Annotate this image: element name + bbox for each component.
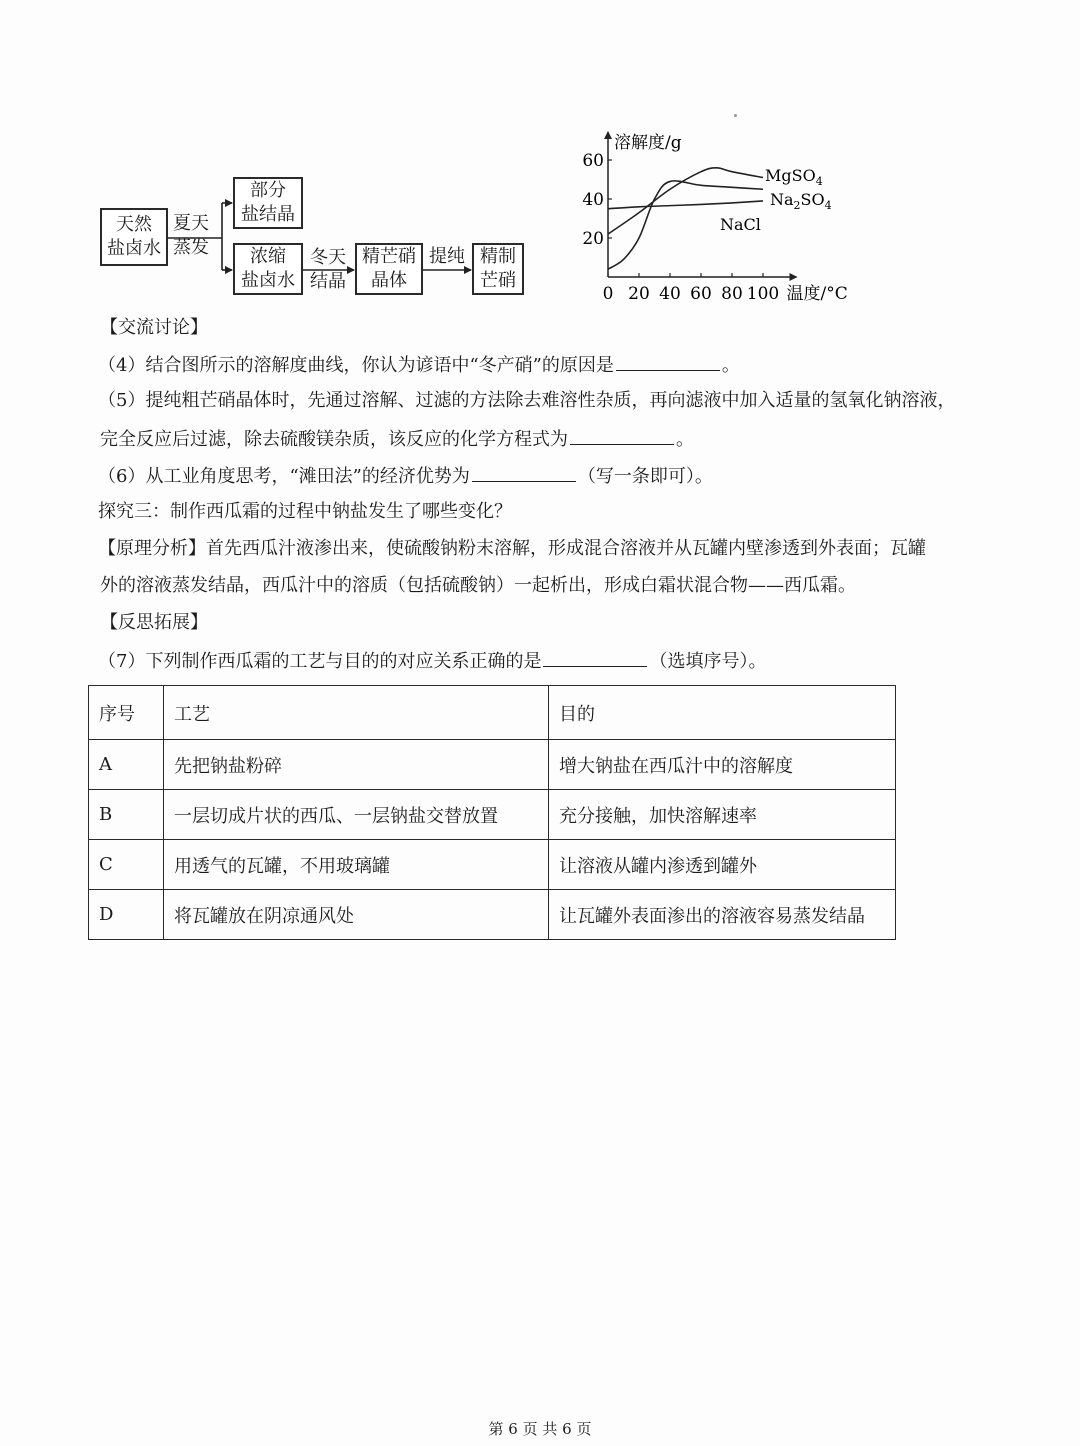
legend-na2so4: $Na_2SO_4$ [770,190,832,212]
question-6 [98,463,713,489]
reflection-heading: 【反思拓展】 [100,612,208,633]
flow-box-refined: 精制 芒硝 [472,243,524,295]
discussion-heading: 【交流讨论】 [100,317,208,338]
curve-nacl [608,201,763,209]
flow-label-winter: 冬天 结晶 [310,247,346,292]
x-tick-label: 40 [659,284,681,304]
question-5-line2 [100,426,694,452]
row-purpose: 充分接触，加快溶解速率 [549,790,896,840]
question-4 [98,352,740,378]
flow-label-summer: 夏天 蒸发 [173,213,209,258]
legend-mgso4: MgSO$_4$ [765,166,823,188]
flow-arrows [0,0,540,310]
x-tick-label: 80 [721,284,743,304]
solubility-chart [560,120,860,310]
flow-label-purify: 提纯 [429,246,465,267]
answer-blank-6[interactable] [472,463,576,482]
question-4-text: （4）结合图所示的溶解度曲线，你认为谚语中“冬产硝”的原因是 [98,355,614,376]
x-tick-label: 60 [690,284,712,304]
explore3-title: 探究三：制作西瓜霜的过程中钠盐发生了哪些变化？ [98,501,512,522]
answer-blank-7[interactable] [543,648,647,667]
scan-dot [734,114,737,117]
header-process: 工艺 [164,686,549,740]
page-footer: 第 6 页 共 6 页 [488,1420,592,1438]
row-purpose: 让瓦罐外表面渗出的溶液容易蒸发结晶 [549,890,896,940]
header-purpose: 目的 [549,686,896,740]
row-purpose: 增大钠盐在西瓜汁中的溶解度 [549,740,896,790]
row-process: 先把钠盐粉碎 [164,740,549,790]
table-header-row [89,686,896,740]
answer-blank-4[interactable] [616,352,720,371]
flow-box-source: 天然 盐卤水 [100,208,168,266]
table-row [89,790,896,840]
y-tick-label: 20 [582,229,604,249]
question-7-text: （7）下列制作西瓜霜的工艺与目的的对应关系正确的是 [98,651,542,672]
table-row [89,740,896,790]
row-process: 用透气的瓦罐，不用玻璃罐 [164,840,549,890]
x-tick-label: 100 [746,284,780,304]
question-7 [98,648,766,674]
row-index: A [89,740,164,790]
row-process: 将瓦罐放在阴凉通风处 [164,890,549,940]
question-4-end: 。 [721,355,740,376]
x-axis-label: 温度/°C [786,284,848,304]
flow-box-partial: 部分 盐结晶 [233,177,303,229]
y-tick-label: 40 [582,190,604,210]
header-index: 序号 [89,686,164,740]
row-purpose: 让溶液从罐内渗透到罐外 [549,840,896,890]
row-index: D [89,890,164,940]
question-7-end: （选填序号）。 [649,651,767,672]
y-axis-label: 溶解度/g [614,133,682,153]
table-row [89,840,896,890]
row-index: C [89,840,164,890]
x-tick-label: 0 [602,284,614,304]
answer-blank-5[interactable] [570,426,674,445]
question-5-end: 。 [676,429,694,450]
x-tick-label: 20 [628,284,650,304]
question-5-text: 完全反应后过滤，除去硫酸镁杂质，该反应的化学方程式为 [100,429,568,450]
question-5-line1: （5）提纯粗芒硝晶体时，先通过溶解、过滤的方法除去难溶性杂质，再向滤液中加入适量的氢氧化钠溶液， [98,390,956,411]
analysis-line2: 外的溶液蒸发结晶，西瓜汁中的溶质（包括硫酸钠）一起析出，形成白霜状混合物——西瓜霜。 [100,575,856,596]
question-6-end: （写一条即可）。 [577,466,713,487]
analysis-line1: 【原理分析】首先西瓜汁液渗出来，使硫酸钠粉末溶解，形成混合溶液并从瓦罐内壁渗透到外表面；瓦罐 [98,538,926,559]
legend-nacl: NaCl [720,215,761,234]
flow-box-crystal: 精芒硝 晶体 [355,243,423,295]
flow-box-concentrated: 浓缩 盐卤水 [233,243,303,295]
table-row [89,890,896,940]
process-table [88,685,896,940]
row-index: B [89,790,164,840]
y-tick-label: 60 [582,151,604,171]
row-process: 一层切成片状的西瓜、一层钠盐交替放置 [164,790,549,840]
question-6-text: （6）从工业角度思考，“滩田法”的经济优势为 [98,466,470,487]
